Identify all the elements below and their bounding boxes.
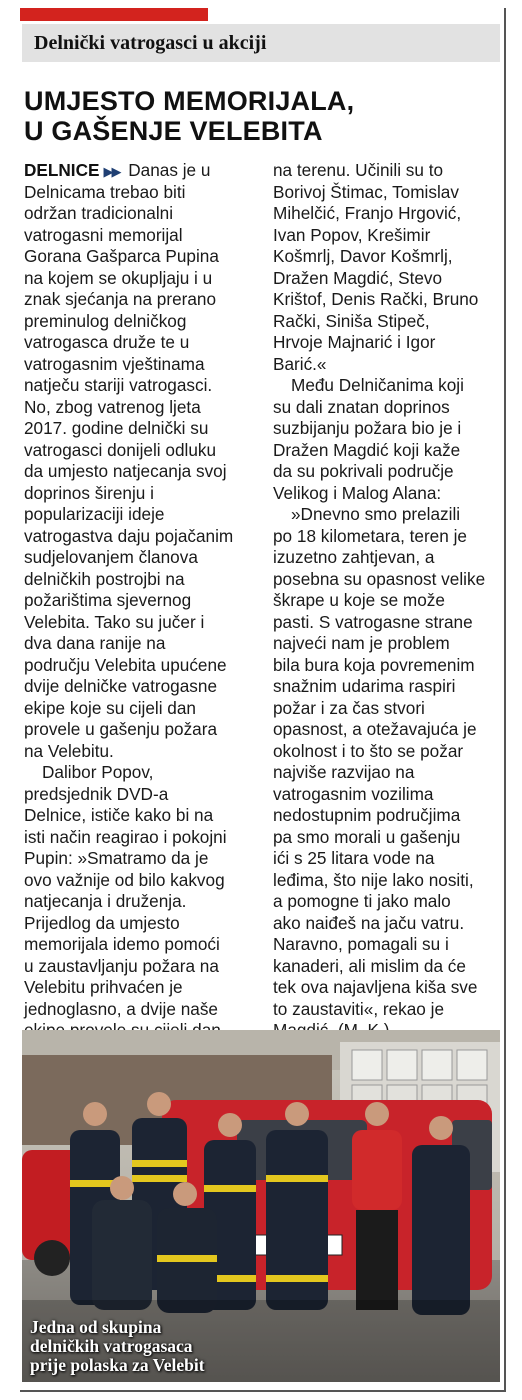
column-line: na Velebitu. — [24, 740, 114, 761]
column-line: Pupin: »Smatramo da je — [24, 848, 209, 868]
column-line: znak sjećanja na prerano — [24, 289, 217, 309]
column-line: Košmrlj, Davor Košmrlj, — [273, 246, 453, 266]
column-line: Velebita. Tako su jučer i — [24, 611, 205, 632]
column-line: Naravno, pomagali su i — [273, 934, 449, 954]
column-line: 2017. godine delnički su — [24, 418, 209, 438]
column-line: Borivoj Štimac, Tomislav — [273, 181, 459, 202]
column-line: Rački, Siniša Stipeč, — [273, 310, 430, 331]
column-line: na terenu. Učinili su to — [273, 160, 444, 180]
column-line: škrape u koje se može — [273, 590, 445, 610]
column-line: da su pokrivali područje — [273, 461, 454, 481]
column-line: Danas je u — [128, 160, 211, 180]
column-line: provele u gašenju požara — [24, 719, 218, 739]
article-column-1 — [24, 160, 242, 1042]
column-line: isti način reagirao i pokojni — [24, 826, 227, 847]
column-line: doprinos širenju i — [24, 482, 154, 503]
column-line: preminulog delničkog — [24, 310, 187, 331]
column-line: vatrogastva daju pojačanim — [24, 525, 234, 546]
column-line: Delnice, ističe kako bi na — [24, 805, 214, 825]
dateline-row — [24, 160, 242, 182]
section-kicker-text: Delnički vatrogasci u akciji — [34, 31, 267, 54]
column-line: da umjesto natjecanja svoj — [24, 461, 227, 481]
column-line: tek ova najavljena kiša sve — [273, 977, 478, 997]
column-line: snažnim udarima raspiri — [273, 676, 456, 696]
column-line: kanaderi, ali mislim da će — [273, 955, 466, 976]
column-line: Dražen Magdić, Stevo — [273, 267, 443, 288]
column-line: su dali znatan doprinos — [273, 396, 450, 417]
column-line: Ivan Popov, Krešimir — [273, 224, 431, 245]
column-line: Barić.« — [273, 353, 327, 374]
column-line: u zaustavljanju požara na — [24, 955, 219, 976]
column-line: Krištof, Denis Rački, Bruno — [273, 289, 479, 309]
column-line: No, zbog vatrenog ljeta — [24, 396, 201, 417]
column-line: pa smo morali u gašenju — [273, 826, 461, 847]
column-line: »Dnevno smo prelazili — [291, 504, 461, 524]
column-line: ako naiđeš na jaču vatru. — [273, 912, 465, 933]
column-line: bila bura koja povremenim — [273, 654, 475, 675]
column-line: Velikog i Malog Alana: — [273, 482, 442, 503]
headline-line: U GAŠENJE VELEBITA — [24, 116, 323, 146]
column-line: Dalibor Popov, — [42, 762, 154, 782]
column-line: Među Delničanima koji — [291, 375, 464, 395]
column-line: Hrvoje Majnarić i Igor — [273, 332, 436, 352]
column-line: po 18 kilometara, teren je — [273, 525, 467, 546]
column-line: najviše razvijao na — [273, 762, 415, 782]
column-line: vatrogasnim vještinama — [24, 353, 205, 374]
column-line: izuzetno zahtjevan, a — [273, 547, 435, 567]
column-line: sudjelovanjem članova — [24, 547, 198, 567]
column-line: dvije delničke vatrogasne — [24, 676, 217, 696]
column-line: vatrogasca druže te u — [24, 332, 190, 352]
column-line: najveći nam je problem — [273, 633, 450, 653]
dateline-arrows-icon: ▶▶ — [103, 164, 120, 179]
column-line: delničkih postrojbi na — [24, 568, 185, 589]
column-line: Prijedlog da umjesto — [24, 912, 180, 933]
column-line: okolnost i to što se požar — [273, 740, 464, 761]
headline-line: UMJESTO MEMORIJALA, — [24, 86, 355, 116]
column-line: dva dana ranije na — [24, 633, 166, 653]
column-line: vatrogasci donijeli odluku — [24, 439, 217, 460]
article-headline — [24, 86, 494, 146]
column-line: Gorana Gašparca Pupina — [24, 246, 219, 266]
column-line: suzbijanju požara bio je i — [273, 418, 462, 438]
column-line: a pomogne ti jako malo — [273, 891, 451, 911]
column-line: Dražen Magdić koji kaže — [273, 439, 461, 460]
column-line: natjecanja i druženja. — [24, 891, 187, 911]
column-line: vatrogasnim vozilima — [273, 783, 434, 804]
dateline: DELNICE — [24, 160, 100, 180]
column-line: popularizaciji ideje — [24, 504, 165, 524]
caption-line: prije polaska za Velebit — [30, 1355, 205, 1375]
article-column-2 — [273, 160, 491, 1042]
column-line: to zaustaviti«, rekao je — [273, 998, 445, 1019]
column-line: memorijala idemo pomoći — [24, 934, 220, 954]
section-color-bar — [20, 8, 208, 21]
column-line: pasti. S vatrogasne strane — [273, 611, 473, 632]
caption-line: Jedna od skupina — [30, 1317, 162, 1337]
column-line: području Velebita upućene — [24, 654, 227, 675]
column-line: Velebitu prihvaćen je — [24, 977, 183, 997]
column-line: posebna su opasnost velike — [273, 568, 486, 589]
column-line: jednoglasno, a dvije naše — [24, 998, 218, 1019]
column-line: ići s 25 litara vode na — [273, 848, 435, 868]
column-line: na kojem se okupljaju i u — [24, 267, 213, 288]
column-line: predsjednik DVD-a — [24, 783, 169, 804]
column-line: požar i za čas stvori — [273, 697, 425, 718]
column-line: natječu stariji vatrogasci. — [24, 375, 213, 395]
column-line: leđima, što nije lako nositi, — [273, 869, 474, 890]
column-line: održan tradicionalni — [24, 203, 174, 223]
column-line: požarištima sjevernog — [24, 590, 192, 610]
column-line: nedostupnim područjima — [273, 805, 461, 825]
column-line: ovo važnije od bilo kakvog — [24, 869, 225, 890]
photo-caption — [30, 1318, 205, 1375]
column-line: ekipe koje su cijeli dan — [24, 697, 196, 718]
column-line: opasnost, a otežavajuća je — [273, 719, 477, 739]
column-line: Delnicama trebao biti — [24, 181, 186, 202]
section-kicker — [22, 24, 500, 62]
column-line: vatrogasni memorijal — [24, 224, 183, 245]
column-line: Mihelčić, Franjo Hrgović, — [273, 203, 462, 223]
caption-line: delničkih vatrogasaca — [30, 1336, 193, 1356]
